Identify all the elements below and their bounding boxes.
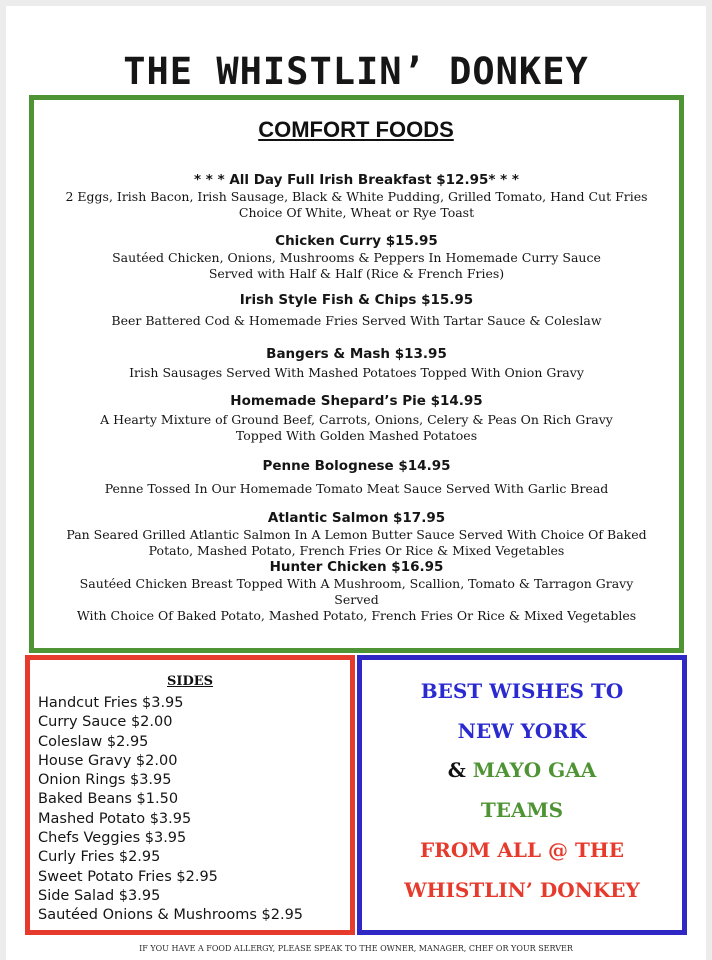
wishes-message xyxy=(362,672,682,910)
wishes-text: WHISTLIN’ DONKEY xyxy=(404,877,640,902)
item-desc: Sautéed Chicken Breast Topped With A Mushroom, Scallion, Tomato & Tarragon Gravy xyxy=(79,576,634,591)
menu-item-fish-chips xyxy=(35,292,678,329)
item-name: * * * All Day Full Irish Breakfast $12.95* * * xyxy=(194,172,519,188)
side-item: Onion Rings $3.95 xyxy=(38,772,172,789)
menu-item-atlantic-salmon xyxy=(35,510,678,559)
item-desc: Topped With Golden Mashed Potatoes xyxy=(235,428,478,443)
menu-item-shepards-pie xyxy=(35,393,678,444)
item-desc: Potato, Mashed Potato, French Fries Or Rice & Mixed Vegetables xyxy=(148,543,565,558)
wishes-line xyxy=(362,871,682,911)
item-name: Penne Bolognese $14.95 xyxy=(262,458,451,474)
item-desc: A Hearty Mixture of Ground Beef, Carrots, Onions, Celery & Peas On Rich Gravy xyxy=(100,412,613,427)
wishes-text: NEW YORK xyxy=(457,718,587,743)
item-desc: With Choice Of Baked Potato, Mashed Potato, French Fries Or Rice & Mixed Vegetables xyxy=(76,608,637,623)
wishes-text: BEST WISHES TO xyxy=(420,679,624,703)
item-desc: Beer Battered Cod & Homemade Fries Served With Tartar Sauce & Coleslaw xyxy=(111,313,602,328)
wishes-line xyxy=(362,712,682,752)
wishes-line xyxy=(362,751,682,791)
sides-list xyxy=(38,694,303,926)
menu-item-hunter-chicken xyxy=(35,559,678,624)
item-desc: Served with Half & Half (Rice & French Fries) xyxy=(208,266,505,281)
item-desc: Irish Sausages Served With Mashed Potatoes Topped With Onion Gravy xyxy=(129,365,584,380)
side-item: Curry Sauce $2.00 xyxy=(38,714,173,731)
side-item: Side Salad $3.95 xyxy=(38,887,161,904)
item-desc: 2 Eggs, Irish Bacon, Irish Sausage, Black & White Pudding, Grilled Tomato, Hand Cut Fries xyxy=(65,189,648,204)
item-desc: Penne Tossed In Our Homemade Tomato Meat Sauce Served With Garlic Bread xyxy=(104,481,609,496)
wishes-text: TEAMS xyxy=(480,798,564,823)
item-name: Homemade Shepard’s Pie $14.95 xyxy=(230,393,483,409)
section-title: COMFORT FOODS xyxy=(258,117,454,142)
menu-item-chicken-curry xyxy=(35,233,678,282)
sides-title: SIDES xyxy=(166,674,214,689)
menu-item-irish-breakfast xyxy=(35,172,678,221)
item-desc: Choice Of White, Wheat or Rye Toast xyxy=(238,205,475,220)
side-item: Sautéed Onions & Mushrooms $2.95 xyxy=(38,907,304,924)
wishes-line xyxy=(362,672,682,712)
item-desc: Pan Seared Grilled Atlantic Salmon In A Lemon Butter Sauce Served With Choice Of Baked xyxy=(66,527,647,542)
item-name: Chicken Curry $15.95 xyxy=(275,233,438,249)
wishes-text: MAYO GAA xyxy=(472,758,597,783)
menu-item-penne-bolognese xyxy=(35,458,678,497)
item-name: Hunter Chicken $16.95 xyxy=(269,559,444,575)
wishes-text: FROM ALL @ THE xyxy=(420,837,624,862)
restaurant-title: THE WHISTLIN’ DONKEY xyxy=(123,50,589,93)
side-item: Baked Beans $1.50 xyxy=(38,791,179,808)
side-item: Mashed Potato $3.95 xyxy=(38,810,192,827)
wishes-text: & xyxy=(447,758,473,783)
item-desc: Served xyxy=(334,592,379,607)
wishes-line xyxy=(362,791,682,831)
side-item: Sweet Potato Fries $2.95 xyxy=(38,868,218,885)
wishes-line xyxy=(362,831,682,871)
item-name: Bangers & Mash $13.95 xyxy=(266,346,447,362)
item-desc: Sautéed Chicken, Onions, Mushrooms & Peppers In Homemade Curry Sauce xyxy=(112,250,601,265)
menu-item-bangers-mash xyxy=(35,346,678,381)
item-name: Atlantic Salmon $17.95 xyxy=(267,510,446,526)
item-name: Irish Style Fish & Chips $15.95 xyxy=(239,292,474,308)
side-item: House Gravy $2.00 xyxy=(38,752,178,769)
allergy-note: IF YOU HAVE A FOOD ALLERGY, PLEASE SPEAK TO THE OWNER, MANAGER, CHEF OR YOUR SERVER xyxy=(139,944,573,953)
side-item: Handcut Fries $3.95 xyxy=(38,695,184,711)
side-item: Chefs Veggies $3.95 xyxy=(38,830,187,847)
side-item: Coleslaw $2.95 xyxy=(38,733,149,750)
side-item: Curly Fries $2.95 xyxy=(38,849,161,866)
